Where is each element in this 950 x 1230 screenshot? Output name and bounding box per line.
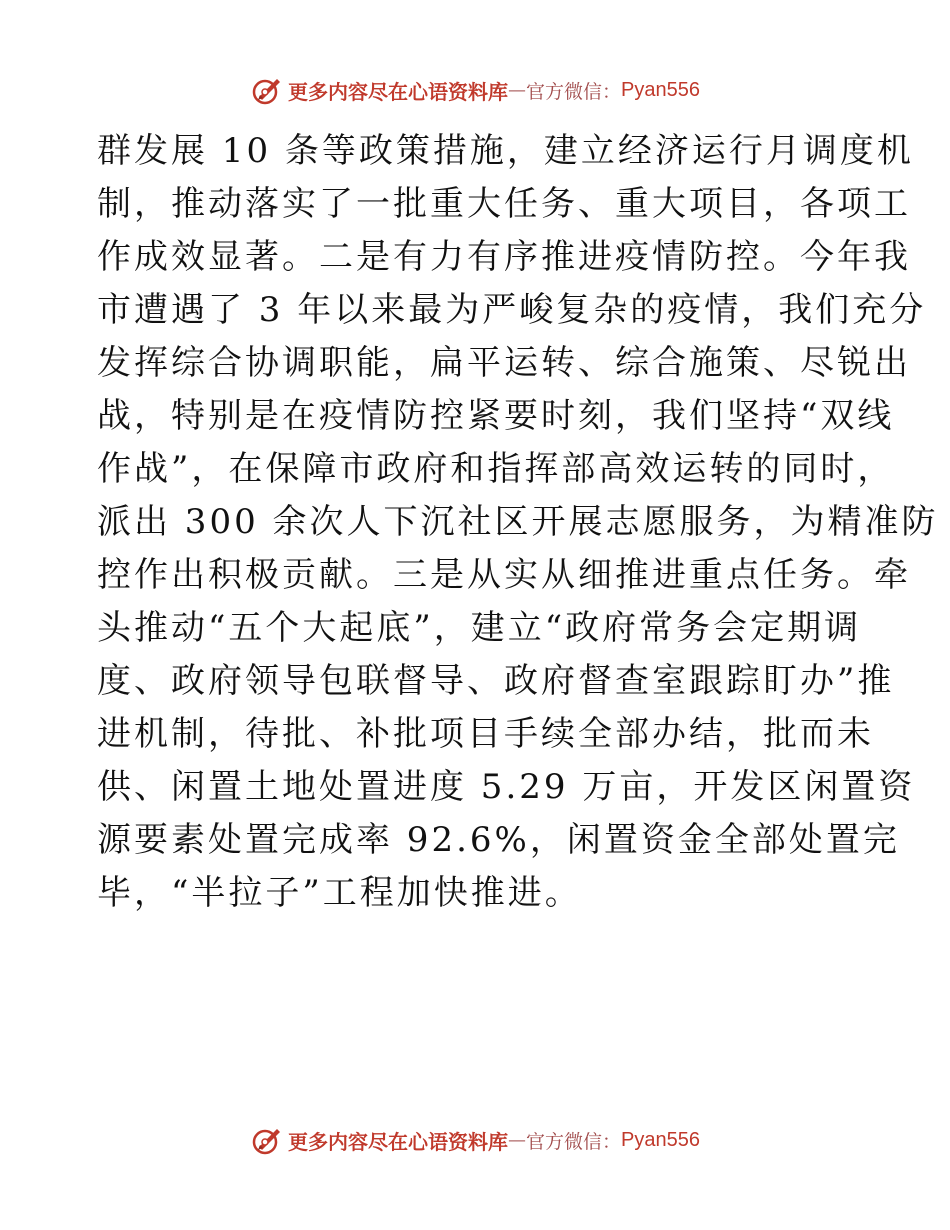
watermark-official-label: 官方微信： xyxy=(526,1130,622,1153)
body-line: 制，推动落实了一批重大任务、重大项目，各项工 xyxy=(97,184,911,224)
quill-pen-logo-icon xyxy=(250,73,284,107)
watermark-official-label: 官方微信： xyxy=(526,80,622,103)
watermark-wechat-id: Pyan556 xyxy=(621,1128,700,1151)
body-line: 进机制，待批、补批项目手续全部办结，批而未 xyxy=(97,714,874,754)
document-body xyxy=(97,125,939,920)
watermark-dash: — xyxy=(508,1129,526,1151)
body-line: 市遭遇了 3 年以来最为严峻复杂的疫情，我们充分 xyxy=(97,290,927,330)
watermark-site-text: 更多内容尽在心语资料库 xyxy=(288,1129,508,1154)
body-line: 战，特别是在疫情防控紧要时刻，我们坚持“双线 xyxy=(97,396,895,436)
body-line: 作战”，在保障市政府和指挥部高效运转的同时， xyxy=(97,449,895,489)
watermark-dash: — xyxy=(508,79,526,101)
body-line: 作成效显著。二是有力有序推进疫情防控。今年我 xyxy=(97,237,911,277)
body-line: 度、政府领导包联督导、政府督查室跟踪盯办”推 xyxy=(97,661,895,701)
watermark-site-text: 更多内容尽在心语资料库 xyxy=(288,79,508,104)
quill-pen-logo-icon xyxy=(250,1123,284,1157)
header-watermark-banner xyxy=(0,70,950,110)
body-line: 群发展 10 条等政策措施，建立经济运行月调度机 xyxy=(97,131,914,171)
body-line: 头推动“五个大起底”，建立“政府常务会定期调 xyxy=(97,608,862,648)
body-line: 源要素处置完成率 92.6%，闲置资金全部处置完 xyxy=(97,820,900,860)
footer-watermark-banner xyxy=(0,1120,950,1160)
watermark-wechat-id: Pyan556 xyxy=(621,78,700,101)
body-line: 发挥综合协调职能，扁平运转、综合施策、尽锐出 xyxy=(97,343,911,383)
body-line: 派出 300 余次人下沉社区开展志愿服务，为精准防 xyxy=(97,502,939,542)
body-line: 毕，“半拉子”工程加快推进。 xyxy=(97,873,582,913)
body-line: 供、闲置土地处置进度 5.29 万亩，开发区闲置资 xyxy=(97,767,916,807)
body-line: 控作出积极贡献。三是从实从细推进重点任务。牵 xyxy=(97,555,911,595)
